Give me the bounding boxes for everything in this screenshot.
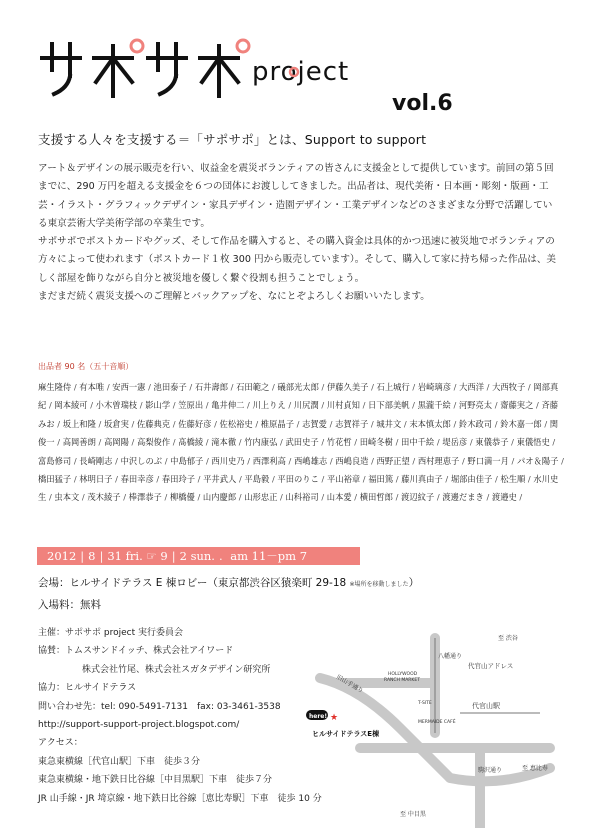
artist-name: 中島郁子 / <box>170 456 211 466</box>
artist-name: 野口満一月 / <box>467 456 517 466</box>
artist-name: 川上りえ / <box>253 400 294 410</box>
artist-name: 麻生隆侍 / <box>38 382 79 392</box>
artist-name: 平山裕章 / <box>327 474 368 484</box>
artist-name: 棒澤恭子 / <box>129 492 170 502</box>
artist-name: 武田史子 / <box>285 437 326 447</box>
artist-name: 長崎剛志 / <box>79 456 120 466</box>
venue-close: ） <box>408 577 420 589</box>
artist-name: 有本唯 / <box>79 382 112 392</box>
artist-name: 林明日子 / <box>79 474 120 484</box>
event-year: 2012 <box>47 549 77 563</box>
artist-name: 大西牧子 / <box>492 382 533 392</box>
artist-name: 石井壽郎 / <box>195 382 236 392</box>
artist-name: 渡邉史 / <box>492 492 522 502</box>
map-label-mermaid: MERMAIDE CAFÉ <box>418 720 456 725</box>
access-map <box>300 628 560 828</box>
event-day-start: 31 <box>107 549 122 563</box>
intro-paragraph: アート＆デザインの展示販売を行い、収益金を震災ボランティアの皆さんに支援金として提供しています。前回の第５回までに、290 万円を超える支援金を６つの団体にお渡ししてきました。出品者は、現代美術・日本画・彫刻・版画・工芸・イラスト・グラフィックデザイン・家具デザイン・造園デザイン・工業デザインなどのさまざまな分野で活躍している東京芸術大学美術学部の卒業生です。 <box>38 163 554 229</box>
artist-name: 石田範之 / <box>236 382 277 392</box>
logo-dot-2 <box>237 40 249 52</box>
artist-name: 山内慶郎 / <box>203 492 244 502</box>
artist-name: 西澤利高 / <box>253 456 294 466</box>
artist-name: 礒部光太郎 / <box>277 382 327 392</box>
artist-name: 春田玲子 / <box>162 474 203 484</box>
artist-name: 山本愛 / <box>327 492 360 502</box>
artist-name: 高岡善朗 / <box>63 437 104 447</box>
artist-name: 亀井伸二 / <box>211 400 252 410</box>
organizer: 主催：サポサポ project 実行委員会 <box>38 628 183 638</box>
map-label-hollywood-1: HOLLYWOOD <box>388 672 418 677</box>
artist-name: 鈴木嘉一郎 / <box>500 419 550 429</box>
artist-name: 斉藤みお / <box>38 400 558 428</box>
artist-name: 石上城行 / <box>377 382 418 392</box>
artist-name: 齋藤実之 / <box>500 400 541 410</box>
intro-body <box>38 160 558 306</box>
artist-name: 坂上和隆 / <box>63 419 104 429</box>
artist-name: 影山学 / <box>145 400 178 410</box>
venue-line <box>38 575 419 590</box>
artist-name: 川村貞知 / <box>327 400 368 410</box>
artist-name: 田中千絵 / <box>401 437 442 447</box>
pointing-hand-icon: ☞ <box>146 549 157 563</box>
artist-name: 岩崎璃彦 / <box>418 382 459 392</box>
artist-name: 大西洋 / <box>459 382 492 392</box>
artist-name: 伊藤久美子 / <box>327 382 377 392</box>
map-label-daikanyama-address: 代官山アドレス <box>468 662 514 670</box>
artist-name: 西嶋雄志 / <box>294 456 335 466</box>
artist-name: 関俊一 / <box>38 419 558 447</box>
artist-name: 山科裕司 / <box>285 492 326 502</box>
website-link[interactable]: http://support-support-project.blogspot.com/ <box>38 720 240 731</box>
map-label-komazawa: 駒沢通り <box>478 767 503 774</box>
artist-name: 東儀悟史 / <box>517 437 556 447</box>
artist-name: 安西一憲 / <box>112 382 153 392</box>
event-weekday-start: fri. <box>125 549 143 563</box>
entry-fee: 入場料：無料 <box>38 599 101 611</box>
artist-name: 佐藤好彦 / <box>178 419 219 429</box>
artist-name: 堀部由佳子 / <box>451 474 501 484</box>
access-label: アクセス： <box>38 738 83 749</box>
artist-name: 福田篤 / <box>368 474 401 484</box>
artist-name: 川尻潤 / <box>294 400 327 410</box>
artist-name: 山形忠正 / <box>244 492 285 502</box>
artist-name: 渡辺紋子 / <box>401 492 442 502</box>
map-label-hachiman: 八幡通り <box>438 653 463 660</box>
artist-name: 佐藤典克 / <box>137 419 178 429</box>
map-label-to-nakameguro: 至 中目黒 <box>400 811 426 818</box>
artist-name: 橋田猛子 / <box>38 474 79 484</box>
event-date-banner: 2012 | 8 | 31 fri. ☞ 9 | 2 sun. . am 11－pm 7 <box>37 547 360 565</box>
artist-name: 平島毅 / <box>244 474 277 484</box>
artist-name: 日下部美帆 / <box>368 400 418 410</box>
artist-name: 竹内康弘 / <box>244 437 285 447</box>
project-logo <box>40 36 460 116</box>
artist-name: 池田泰子 / <box>154 382 195 392</box>
artist-name: 藤川真由子 / <box>401 474 451 484</box>
logo-dot-1 <box>131 40 143 52</box>
event-month-end: 9 <box>160 549 168 563</box>
artist-name: 城井文 / <box>376 419 409 429</box>
venue-label: 会場：ヒルサイドテラス E 棟ロビー（東京都渋谷区猿楽町 29-18 <box>38 577 347 589</box>
intro-paragraph: まだまだ続く震災支援へのご理解とバックアップを、なにとぞよろしくお願いいたします。 <box>38 291 430 303</box>
artist-name: 髙橋綾 / <box>178 437 211 447</box>
artist-name: 春田幸彦 / <box>121 474 162 484</box>
map-label-kyujo: 旧山手通り <box>335 673 365 695</box>
intro-title: 支援する人々を支援する＝「サポサポ」とは、Support to support <box>38 132 427 147</box>
artist-name: 東儀恭子 / <box>475 437 516 447</box>
map-label-daikanyama-station: 代官山駅 <box>472 702 500 710</box>
artist-name: 高梨俊作 / <box>137 437 178 447</box>
artist-name: 中沢しのぶ / <box>121 456 171 466</box>
artist-name: パオ＆陽子 / <box>517 456 564 466</box>
artist-name: 黒瀧千絵 / <box>418 400 459 410</box>
artist-name: 末本慎太郎 / <box>409 419 459 429</box>
artist-name: 平井武人 / <box>203 474 244 484</box>
artist-name: 鈴木政司 / <box>459 419 500 429</box>
logo-project-word: project <box>252 57 350 87</box>
artist-name: 志賀愛 / <box>302 419 335 429</box>
artist-name: 西川史乃 / <box>211 456 252 466</box>
artist-name: 志賀祥子 / <box>335 419 376 429</box>
artists-heading: 出品者 90 名（五十音順） <box>38 362 134 371</box>
artist-name: 岡部真紀 / <box>38 382 558 410</box>
artist-name: 竹花哲 / <box>327 437 360 447</box>
map-label-hollywood-2: RANCH MARKET <box>384 678 420 683</box>
event-month: 8 <box>88 549 96 563</box>
artist-name: 富島修司 / <box>38 456 79 466</box>
map-label-to-shibuya: 至 渋谷 <box>498 635 518 642</box>
sponsor-line-1: 協賛：トムスサンドイッチ、株式会社アイワード <box>38 646 234 657</box>
artist-name: 小木曽瑞枝 / <box>96 400 146 410</box>
event-day-end: 2 <box>179 549 187 563</box>
venue-note: ※場所を移動しました <box>349 581 409 588</box>
artist-name: 柳橋優 / <box>170 492 203 502</box>
artist-name: 坂倉実 / <box>104 419 137 429</box>
cooperation: 協力：ヒルサイドテラス <box>38 683 137 694</box>
map-label-sign: T-SITE <box>418 701 432 706</box>
event-hours: am 11－pm 7 <box>230 549 308 563</box>
map-here-label: here!! <box>309 713 330 720</box>
artist-list <box>38 378 566 507</box>
access-line: 東急東横線［代官山駅］下車 徒歩３分 <box>38 756 201 767</box>
artist-name: 茂木綾子 / <box>87 492 128 502</box>
access-line: JR 山手線・JR 埼京線・地下鉄日比谷線［恵比寿駅］下車 徒歩 10 分 <box>38 793 322 804</box>
artist-name: 田崎冬樹 / <box>360 437 401 447</box>
artist-name: 水川史生 / <box>38 474 558 502</box>
artist-name: 西村理恵子 / <box>418 456 468 466</box>
map-venue-label: ヒルサイドテラスE棟 <box>312 730 380 738</box>
contact-info: 問い合わせ先：tel: 090-5491-7131 fax: 03-3461-3538 <box>38 701 281 712</box>
artist-name: 堤岳彦 / <box>442 437 475 447</box>
artist-name: 佐松裕史 / <box>220 419 261 429</box>
artist-name: 横田哲郎 / <box>360 492 401 502</box>
event-weekday-end: sun. <box>190 549 215 563</box>
star-icon: ★ <box>330 713 339 723</box>
artist-name: 高岡陽 / <box>104 437 137 447</box>
artist-name: 岡本綾可 / <box>54 400 95 410</box>
access-line: 東急東横線・地下鉄日比谷線［中目黒駅］下車 徒歩７分 <box>38 775 273 786</box>
artist-name: 松生順 / <box>500 474 533 484</box>
artist-name: 笠原出 / <box>178 400 211 410</box>
artist-name: 西嶋良造 / <box>335 456 376 466</box>
artist-name: 滝本徹 / <box>211 437 244 447</box>
logo-volume: vol.6 <box>392 91 453 116</box>
map-label-to-ebisu: 至 恵比寿 <box>522 765 548 772</box>
artist-name: 平田のりこ / <box>277 474 327 484</box>
artist-name: 椎原晶子 / <box>261 419 302 429</box>
artist-name: 渡邊だまき / <box>442 492 492 502</box>
intro-paragraph: サポサポでポストカードやグッズ、そして作品を購入すると、その購入資金は具体的かつ迅速に被災地でボランティアの方々によって使われます（ポストカード１枚 300 円から販売しています）。そして、購入して家に持ち帰った作品は、美しく部屋を飾りながら自分と被災地を優しく繋ぐ役割も担うことでしょう。 <box>38 236 557 284</box>
artist-name: 西野正望 / <box>377 456 418 466</box>
artist-name: 虫本文 / <box>54 492 87 502</box>
artist-name: 河野亮太 / <box>459 400 500 410</box>
sponsor-line-2: 株式会社竹尾、株式会社スガタデザイン研究所 <box>82 664 271 675</box>
